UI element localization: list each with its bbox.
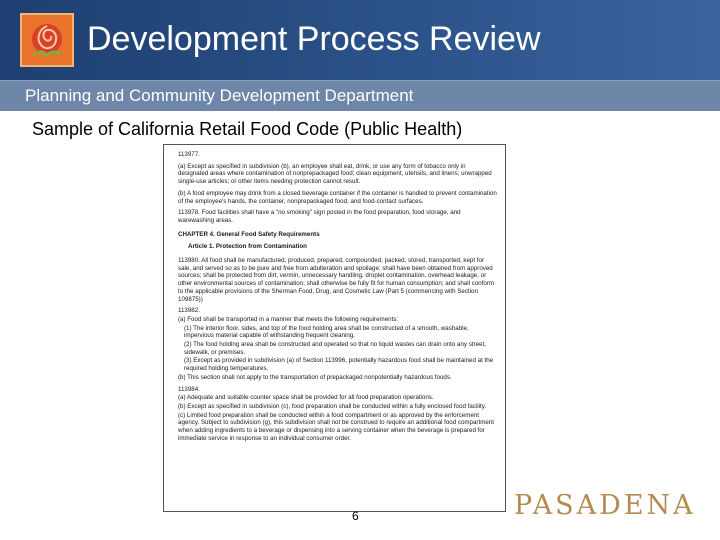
chapter-heading: CHAPTER 4. General Food Safety Requirements	[178, 230, 320, 238]
section-113984-c: (c) Limited food preparation shall be conducted within a food compartment or as approved by the enforcement agency. Subject to subdivision (g), this subdivision shall not be construed to require an additional food compartment when adding ingredients to a beverage or dispensing into a serving container when the beverage is prepared for immediate service in response to an individual consumer order.	[178, 411, 494, 442]
pasadena-logo: PASADENA	[514, 490, 696, 521]
section-113982-a1: (1) The interior floor, sides, and top of the food holding area shall be constructed of a smooth, washable, impervious material capable of withstanding frequent cleaning.	[184, 324, 469, 340]
page-number: 6	[352, 509, 359, 523]
section-113984-heading: 113984.	[178, 385, 200, 393]
section-113982-a: (a) Food shall be transported in a manner that meets the following requirements:	[178, 315, 399, 323]
slide-caption: Sample of California Retail Food Code (Public Health)	[32, 119, 463, 139]
code-document-image	[163, 144, 506, 512]
section-113977-a: (a) Except as specified in subdivision (b), an employee shall eat, drink, or use any form of tobacco only in designated areas where contamination of nonprepackaged food; clean equipment, utensils, and linens; unwrapped single-use articles; or other items needing protection cannot result.	[178, 162, 492, 186]
section-113977-b: (b) A food employee may drink from a closed beverage container if the container is handled to prevent contamination of the employee's hands, the container, nonprepackaged food, and food-contact surfaces.	[178, 189, 497, 205]
section-113980: 113980. All food shall be manufactured, produced, prepared, compounded, packed, stored, transported, kept for sale, and served so as to be pure and free from adulteration and spoilage; shall have been obtained from approved sources; shall be protected from dirt, vermin, unnecessary handling, droplet contamination, overhead leakage, or other environmental sources of contamination; shall otherwise be fully fit for human consumption; and shall conform to the applicable provisions of the Sherman Food, Drug, and Cosmetic Law (Part 5 (commencing with Section 109875))	[178, 257, 495, 303]
section-113977-heading: 113977.	[178, 151, 200, 158]
section-113978: 113978. Food facilities shall have a "no smoking" sign posted in the food preparation, food storage, and warewashing areas.	[178, 209, 461, 224]
subtitle-bar	[0, 80, 720, 111]
header-bar	[0, 0, 720, 80]
rose-logo-icon	[20, 13, 74, 67]
section-113982-a2: (2) The food holding area shall be constructed and operated so that no liquid wastes can drain onto any street, sidewalk, or premises.	[184, 341, 486, 356]
section-113984-b: (b) Except as specified in subdivision (c), food preparation shall be conducted within a fully enclosed food facility.	[178, 402, 487, 410]
section-113982-heading: 113982.	[178, 307, 200, 315]
page-title: Development Process Review	[87, 20, 541, 58]
section-113982-a3: (3) Except as provided in subdivision (a) of Section 113996, potentially hazardous food shall be maintained at the required holding temperatures.	[184, 357, 494, 373]
department-subtitle: Planning and Community Development Department	[25, 86, 414, 105]
section-113984-a: (a) Adequate and suitable counter space shall be provided for all food preparation operations.	[178, 394, 434, 402]
article-heading: Article 1. Protection from Contamination	[188, 243, 307, 251]
section-113982-b: (b) This section shall not apply to the transportation of prepackaged nonpotentially hazardous foods.	[178, 373, 452, 381]
